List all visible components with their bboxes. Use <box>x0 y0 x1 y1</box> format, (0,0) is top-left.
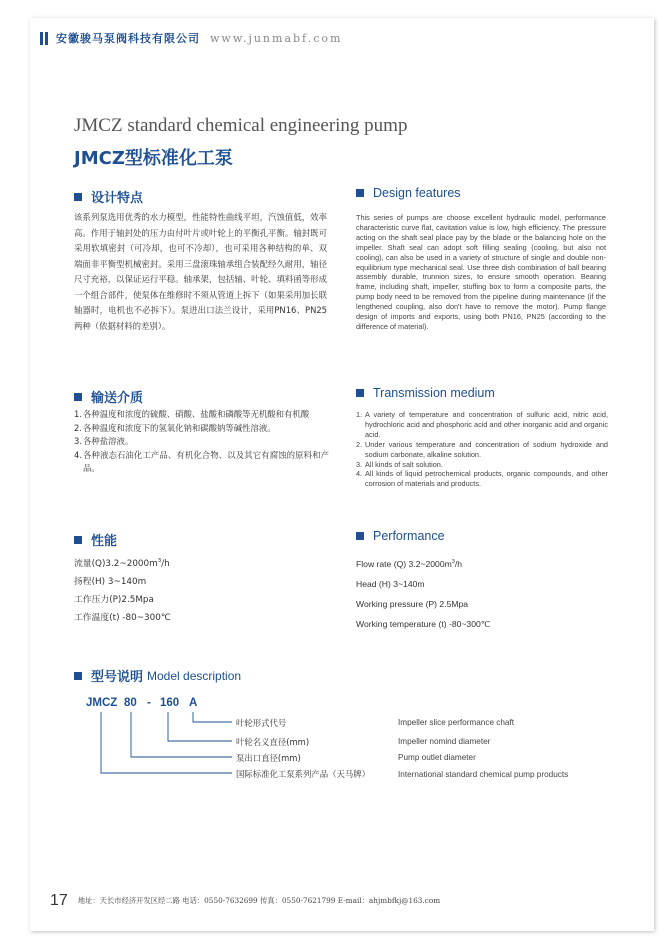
page-number: 17 <box>50 892 68 909</box>
code-outlet: 80 <box>124 697 137 709</box>
model-row-cn: 国际标准化工泵系列产品（天马牌） <box>236 769 370 779</box>
medium-list-cn <box>74 408 329 476</box>
perf-list-cn <box>74 552 171 627</box>
design-body-en-box <box>356 213 606 332</box>
model-row-cn: 泵出口直径(mm) <box>236 753 301 763</box>
perf-heading-cn <box>74 530 117 549</box>
medium-heading-cn <box>74 387 143 406</box>
perf-heading-en <box>356 529 445 543</box>
temp-en: Working temperature (t) -80~300℃ <box>356 618 491 629</box>
model-heading-en: Model description <box>147 668 242 683</box>
title-en: JMCZ standard chemical engineering pump <box>74 115 408 136</box>
design-heading-en <box>356 186 461 200</box>
perf-heading-cn-text: 性能 <box>91 534 118 549</box>
medium-list-en <box>356 410 608 489</box>
bullet-square-icon <box>74 193 82 201</box>
design-heading-cn <box>74 187 143 206</box>
list-item: 3. 各种盐溶液。 <box>74 436 134 446</box>
list-item: 2. Under various temperature and concentration of sodium hydroxide and sodium carbonate, alkaline solution. <box>356 439 608 459</box>
model-row-en: Impeller slice performance chaft <box>398 718 515 727</box>
perf-heading-en-text: Performance <box>373 529 445 543</box>
page-header <box>40 30 342 46</box>
page-footer <box>50 892 440 910</box>
model-row-en: International standard chemical pump products <box>398 770 569 779</box>
list-item: 4. 各种液态石油化工产品、有机化合物、以及其它有腐蚀的原料和产品。 <box>74 449 329 473</box>
pressure-cn: 工作压力(P)2.5Mpa <box>74 594 154 605</box>
bullet-square-icon <box>356 189 364 197</box>
bullet-square-icon <box>74 393 82 401</box>
footer-address: 地址：天长市经济开发区经二路 电话：0550-7632699 传真：0550-7621799 E-mail：ahjmbfkj@163.com <box>77 896 441 905</box>
model-row-en: Impeller nomind diameter <box>398 737 491 746</box>
header-bars-icon <box>40 32 48 45</box>
company-name: 安徽骏马泵阀科技有限公司 <box>56 32 200 45</box>
design-body-cn-box <box>74 210 327 334</box>
list-item: 1. A variety of temperature and concentration of sulfuric acid, nitric acid, hydrochloric acid and phosphoric acid and other inorganic acid and organic acid. <box>356 410 608 439</box>
code-impeller: 160 <box>160 697 180 709</box>
medium-heading-cn-text: 输送介质 <box>91 391 144 406</box>
website: www.junmabf.com <box>210 31 343 45</box>
model-row-cn: 叶轮名义直径(mm) <box>236 737 310 747</box>
design-body-cn: 该系列泵选用优秀的水力模型，性能特性曲线平坦，汽蚀值低，效率高。作用于轴封处的压力由付叶片或叶轮上的平衡孔平衡。轴封既可采用软填密封（可冷却，也可不冷却），也可采用各种结构的单、双端面非平衡型机械密封。采用三盘滚珠轴承组合装配经久耐用，轴径尺寸充裕，以保证运行平稳。轴承架，包括轴、叶轮、填料函等形成一个组合部件，使泵体在维修时不须从管道上拆下（如果采用加长联轴器时，电机也不必拆下）。泵进出口法兰设计，采用PN16、PN25两种（依据材料的差别）。 <box>74 212 327 331</box>
model-row-en: Pump outlet diameter <box>398 753 476 762</box>
temp-cn: 工作温度(t) -80~300℃ <box>74 612 171 623</box>
head-cn: 扬程(H) 3~140m <box>74 576 147 587</box>
design-body-en: This series of pumps are choose excellent hydraulic model, performance characteristic curve flat, cavitation value is low, high efficiency. The pressure acting on the shaft seal place pay by the blade or the balancing hole on the impeller. Shaft seal can adopt soft filling sealing (cooling, but also not cooling), can also be used in a variety of structure of single and double non-equilibrium type mechanical seal. Use three dish combination of ball bearing assembly durable, trunnion sizes, to ensure smooth operation. Bearing frame, including shaft, impeller, stuffing box to form a composite parts, the pump body need to be removed from the pipeline during maintenance (if the lengthened coupling, also don't have to remove the motor). Pump flange design of imports and exports, using both PN16, PN25 (according to the difference of material). <box>356 213 606 331</box>
design-heading-cn-text: 设计特点 <box>91 191 144 206</box>
list-item: 2. 各种温度和浓度下的氢氧化钠和碳酸钠等碱性溶液。 <box>74 422 276 433</box>
bullet-square-icon <box>74 536 82 544</box>
list-item: 3. All kinds of salt solution. <box>356 459 443 469</box>
bullet-square-icon <box>356 389 364 397</box>
model-heading-cn: 型号说明 <box>91 670 144 685</box>
medium-heading-en-text: Transmission medium <box>373 386 495 400</box>
model-row-cn: 叶轮形式代号 <box>236 718 287 728</box>
flow-en: Flow rate (Q) $3.2\sim 2000m^3/h$ <box>356 558 462 569</box>
model-heading <box>74 666 241 685</box>
design-heading-en-text: Design features <box>373 186 461 200</box>
head-en: Head (H) 3~140m <box>356 578 425 589</box>
bullet-square-icon <box>356 532 364 540</box>
pressure-en: Working pressure (P) 2.5Mpa <box>356 598 469 609</box>
flow-cn: 流量$(Q)3.2\sim 2000m^3/h$ <box>74 558 170 569</box>
perf-list-en <box>356 552 490 634</box>
medium-heading-en <box>356 386 495 400</box>
list-item: 1. 各种温度和浓度的硫酸、硝酸、盐酸和磷酸等无机酸和有机酸 <box>74 409 310 419</box>
title-cn: JMCZ型标准化工泵 <box>74 148 233 169</box>
code-type: A <box>189 697 198 709</box>
code-series: JMCZ <box>86 697 118 709</box>
list-item: 4. All kinds of liquid petrochemical products, organic compounds, and other corrosion of materials and products. <box>356 469 608 489</box>
code-dash: - <box>147 697 151 709</box>
bullet-square-icon <box>74 672 82 680</box>
